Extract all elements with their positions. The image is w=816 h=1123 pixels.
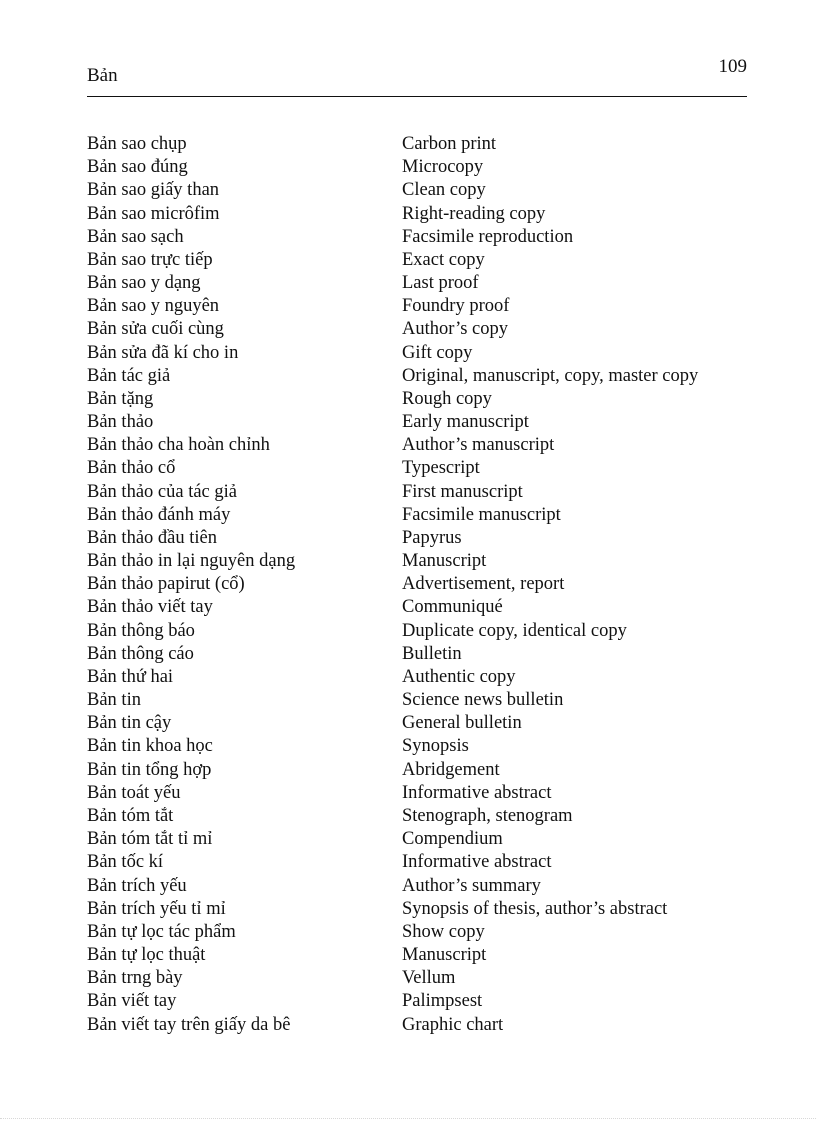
entry-term: Bản tự lọc tác phẩm	[87, 921, 236, 942]
glossary-entry	[87, 203, 747, 226]
glossary-entry	[87, 967, 747, 990]
glossary-entry	[87, 643, 747, 666]
entry-term: Bản tặng	[87, 388, 154, 409]
entry-translation: Facsimile manuscript	[402, 504, 561, 525]
entry-term: Bản tin khoa học	[87, 736, 213, 757]
entry-term: Bản sửa cuối cùng	[87, 319, 224, 340]
entry-term: Bản thảo	[87, 412, 154, 433]
glossary-entry	[87, 689, 747, 712]
glossary-entry	[87, 596, 747, 619]
header-rule	[87, 96, 747, 97]
glossary-entry	[87, 156, 747, 179]
entry-translation: Manuscript	[402, 945, 487, 966]
entry-term: Bản tin tổng hợp	[87, 759, 212, 780]
entry-translation: Papyrus	[402, 527, 462, 548]
entry-translation: Exact copy	[402, 249, 485, 270]
glossary-entry	[87, 550, 747, 573]
entry-translation: Clean copy	[402, 180, 486, 201]
entry-translation: Informative abstract	[402, 782, 552, 803]
entry-translation: Show copy	[402, 921, 485, 942]
entry-term: Bản sao giấy than	[87, 180, 220, 201]
entry-translation: Gift copy	[402, 342, 473, 363]
entry-translation: Stenograph, stenogram	[402, 805, 573, 826]
entry-term: Bản sao đúng	[87, 157, 188, 178]
entry-translation: Bulletin	[402, 643, 462, 664]
glossary-entry	[87, 759, 747, 782]
entry-term: Bản thảo đầu tiên	[87, 527, 217, 548]
entry-translation: Foundry proof	[402, 296, 510, 317]
glossary-entry	[87, 990, 747, 1013]
page-header	[87, 56, 747, 98]
glossary-entry	[87, 457, 747, 480]
glossary-entry	[87, 782, 747, 805]
entry-term: Bản tốc kí	[87, 852, 164, 873]
entry-translation: Vellum	[402, 968, 456, 989]
entry-translation: Microcopy	[402, 157, 484, 178]
glossary-entry	[87, 133, 747, 156]
entry-term: Bản thảo in lại nguyên dạng	[87, 551, 296, 572]
entry-term: Bản trng bày	[87, 968, 183, 989]
glossary-entry	[87, 851, 747, 874]
entry-translation: Last proof	[402, 273, 479, 294]
entry-translation: Manuscript	[402, 551, 487, 572]
glossary-entry	[87, 272, 747, 295]
entry-translation: Informative abstract	[402, 852, 552, 873]
entry-term: Bản thảo đánh máy	[87, 504, 231, 525]
glossary-list	[87, 133, 747, 1037]
running-head: Bản	[87, 65, 118, 86]
entry-term: Bản thảo papirut (cổ)	[87, 574, 245, 595]
entry-translation: Abridgement	[402, 759, 500, 780]
entry-term: Bản tin cậy	[87, 713, 172, 734]
glossary-entry	[87, 875, 747, 898]
glossary-entry	[87, 666, 747, 689]
glossary-entry	[87, 828, 747, 851]
entry-term: Bản thông cáo	[87, 643, 194, 664]
glossary-entry	[87, 318, 747, 341]
entry-translation: Rough copy	[402, 388, 492, 409]
entry-term: Bản tóm tắt tỉ mỉ	[87, 829, 213, 850]
page-number: 109	[718, 56, 747, 77]
entry-translation: Palimpsest	[402, 991, 483, 1012]
entry-term: Bản trích yếu	[87, 875, 187, 896]
glossary-entry	[87, 527, 747, 550]
entry-term: Bản sửa đã kí cho in	[87, 342, 239, 363]
glossary-entry	[87, 735, 747, 758]
glossary-entry	[87, 573, 747, 596]
entry-term: Bản thảo cha hoàn chỉnh	[87, 435, 270, 456]
entry-translation: Communiqué	[402, 597, 503, 618]
entry-term: Bản thảo của tác giả	[87, 481, 237, 502]
entry-term: Bản tin	[87, 690, 141, 711]
entry-term: Bản viết tay trên giấy da bê	[87, 1014, 291, 1035]
glossary-entry	[87, 295, 747, 318]
entry-translation: Facsimile reproduction	[402, 226, 574, 247]
entry-term: Bản sao y nguyên	[87, 296, 220, 317]
glossary-entry	[87, 1014, 747, 1037]
entry-term: Bản trích yếu tỉ mỉ	[87, 898, 226, 919]
entry-translation: Science news bulletin	[402, 690, 564, 711]
glossary-entry	[87, 365, 747, 388]
entry-translation: First manuscript	[402, 481, 523, 502]
entry-translation: Advertisement, report	[402, 574, 565, 595]
entry-term: Bản viết tay	[87, 991, 177, 1012]
entry-term: Bản sao chụp	[87, 134, 187, 154]
entry-translation: Compendium	[402, 829, 503, 850]
glossary-entry	[87, 481, 747, 504]
entry-translation: General bulletin	[402, 713, 522, 734]
entry-term: Bản thảo viết tay	[87, 597, 213, 618]
glossary-entry	[87, 411, 747, 434]
page-bottom-divider	[0, 1118, 816, 1119]
entry-translation: Synopsis of thesis, author’s abstract	[402, 898, 668, 919]
entry-term: Bản sao sạch	[87, 226, 184, 247]
glossary-entry	[87, 504, 747, 527]
entry-term: Bản sao micrôfim	[87, 203, 220, 224]
glossary-entry	[87, 342, 747, 365]
glossary-entry	[87, 805, 747, 828]
entry-term: Bản thông báo	[87, 620, 195, 641]
glossary-entry	[87, 944, 747, 967]
entry-term: Bản tóm tắt	[87, 805, 174, 826]
glossary-entry	[87, 620, 747, 643]
entry-translation: Original, manuscript, copy, master copy	[402, 365, 699, 386]
glossary-entry	[87, 434, 747, 457]
entry-translation: Synopsis	[402, 736, 469, 757]
entry-translation: Authentic copy	[402, 666, 516, 687]
entry-translation: Typescript	[402, 458, 480, 479]
glossary-entry	[87, 712, 747, 735]
entry-translation: Author’s copy	[402, 319, 509, 340]
entry-term: Bản sao trực tiếp	[87, 249, 213, 270]
entry-translation: Right-reading copy	[402, 203, 546, 224]
glossary-entry	[87, 898, 747, 921]
entry-term: Bản tác giả	[87, 365, 171, 386]
entry-translation: Carbon print	[402, 134, 497, 154]
entry-term: Bản thứ hai	[87, 666, 174, 687]
entry-term: Bản toát yếu	[87, 782, 181, 803]
entry-translation: Duplicate copy, identical copy	[402, 620, 627, 641]
entry-term: Bản sao y dạng	[87, 273, 201, 294]
glossary-entry	[87, 249, 747, 272]
entry-translation: Author’s manuscript	[402, 435, 555, 456]
entry-term: Bản thảo cổ	[87, 458, 176, 479]
glossary-entry	[87, 226, 747, 249]
entry-translation: Graphic chart	[402, 1014, 504, 1035]
entry-translation: Early manuscript	[402, 412, 529, 433]
glossary-entry	[87, 179, 747, 202]
entry-translation: Author’s summary	[402, 875, 541, 896]
entry-term: Bản tự lọc thuật	[87, 945, 206, 966]
glossary-entry	[87, 921, 747, 944]
glossary-entry	[87, 388, 747, 411]
